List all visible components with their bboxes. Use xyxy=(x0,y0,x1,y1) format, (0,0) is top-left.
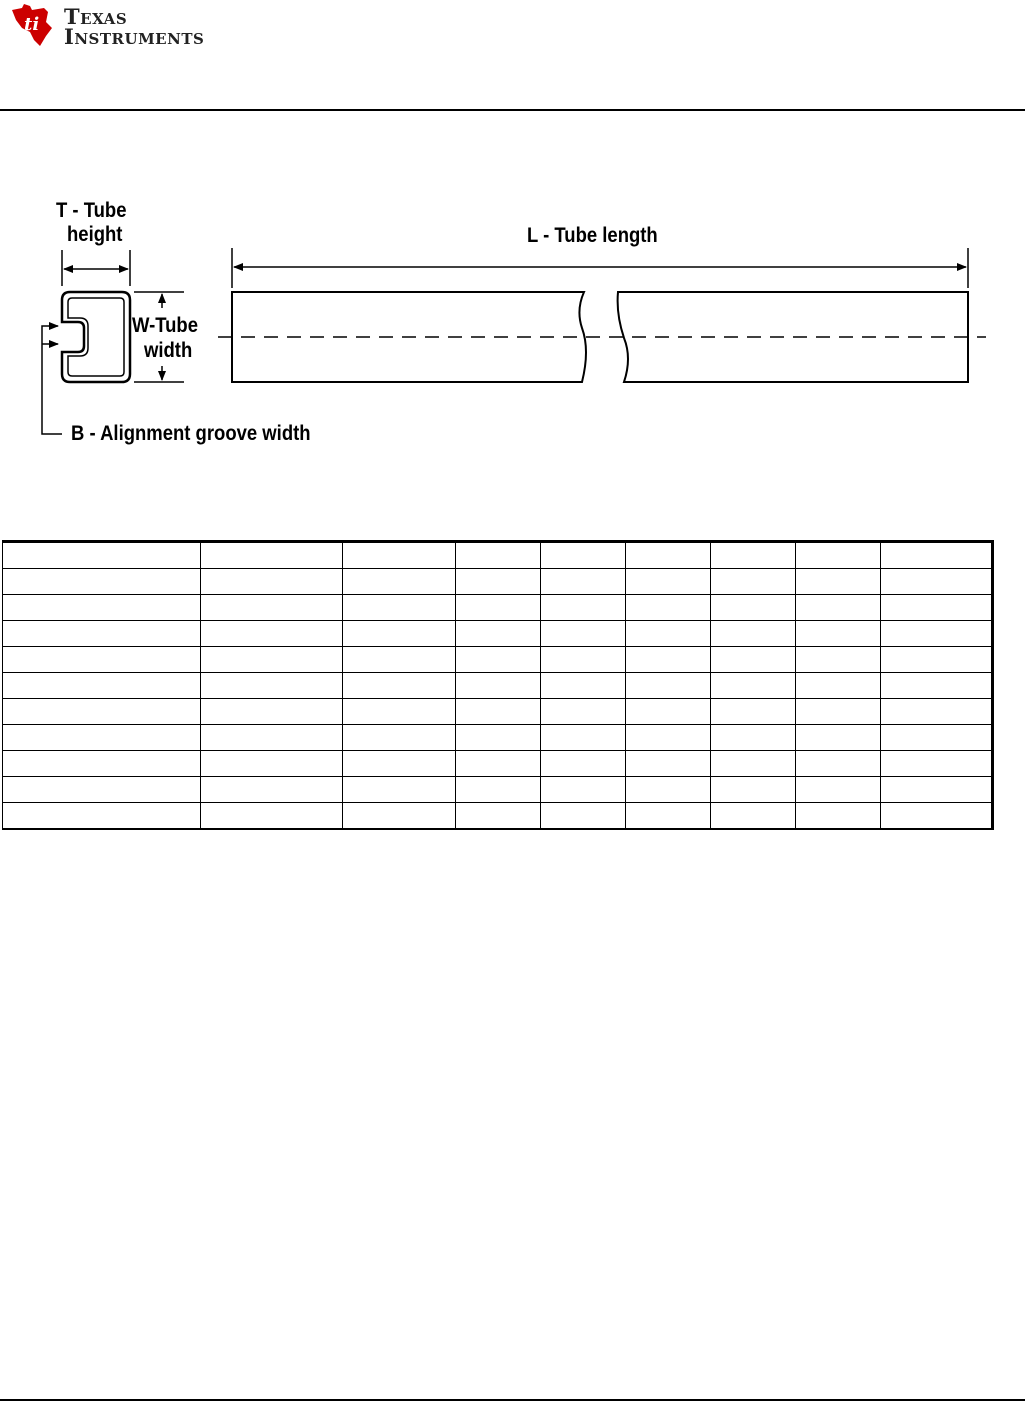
table-cell xyxy=(3,647,201,673)
table-cell xyxy=(343,699,456,725)
table-cell xyxy=(456,621,541,647)
table-cell xyxy=(626,647,711,673)
table-cell xyxy=(711,647,796,673)
tube-table xyxy=(2,540,994,830)
table-cell xyxy=(541,621,626,647)
table-cell xyxy=(626,725,711,751)
table-cell xyxy=(456,569,541,595)
brand-line-1: TEXAS xyxy=(64,4,128,29)
table-cell xyxy=(541,699,626,725)
table-row xyxy=(3,673,993,699)
svg-text:ti: ti xyxy=(24,14,40,35)
groove-label: B - Alignment groove width xyxy=(71,422,311,445)
table-cell xyxy=(796,595,881,621)
table-header-cell xyxy=(3,542,201,569)
table-cell xyxy=(711,673,796,699)
brand-line-2: INSTRUMENTS xyxy=(64,24,205,49)
brand-wordmark xyxy=(64,4,205,49)
table-cell xyxy=(711,751,796,777)
table-row xyxy=(3,621,993,647)
table-row xyxy=(3,751,993,777)
table-cell xyxy=(3,569,201,595)
tube-length-dimension xyxy=(232,248,968,288)
ti-logo xyxy=(8,2,208,50)
table-cell xyxy=(343,569,456,595)
table-cell xyxy=(201,803,343,830)
table-cell xyxy=(343,647,456,673)
table-cell xyxy=(881,595,993,621)
table-cell xyxy=(711,699,796,725)
table-cell xyxy=(201,725,343,751)
table-row xyxy=(3,725,993,751)
table-cell xyxy=(881,777,993,803)
table-cell xyxy=(3,725,201,751)
table-cell xyxy=(626,699,711,725)
table-cell xyxy=(456,673,541,699)
groove-leader xyxy=(42,326,62,434)
table-cell xyxy=(3,803,201,830)
table-cell xyxy=(201,699,343,725)
table-cell xyxy=(796,569,881,595)
table-cell xyxy=(456,751,541,777)
tube-height-dimension xyxy=(62,250,130,286)
tube-cross-section xyxy=(62,292,130,382)
table-cell xyxy=(456,595,541,621)
table-cell xyxy=(3,673,201,699)
table-cell xyxy=(3,621,201,647)
table-cell xyxy=(881,803,993,830)
table-cell xyxy=(456,777,541,803)
table-header-cell xyxy=(626,542,711,569)
header-rule xyxy=(0,109,1025,111)
table-cell xyxy=(881,699,993,725)
table-cell xyxy=(201,621,343,647)
table-cell xyxy=(201,777,343,803)
table-cell xyxy=(626,673,711,699)
table-cell xyxy=(626,595,711,621)
table-cell xyxy=(343,725,456,751)
table-cell xyxy=(541,595,626,621)
table-cell xyxy=(201,569,343,595)
table-cell xyxy=(881,647,993,673)
table-cell xyxy=(201,751,343,777)
table-cell xyxy=(343,621,456,647)
table-cell xyxy=(626,621,711,647)
tube-width-label-2: width xyxy=(144,339,193,362)
table-cell xyxy=(626,777,711,803)
table-header-cell xyxy=(711,542,796,569)
table-cell xyxy=(881,751,993,777)
ti-logo-icon xyxy=(8,2,58,48)
table-cell xyxy=(456,803,541,830)
table-cell xyxy=(541,803,626,830)
table-cell xyxy=(201,647,343,673)
table-row xyxy=(3,595,993,621)
table-cell xyxy=(626,569,711,595)
table-cell xyxy=(343,595,456,621)
table-cell xyxy=(541,569,626,595)
table-cell xyxy=(3,595,201,621)
table-cell xyxy=(881,621,993,647)
table-cell xyxy=(201,595,343,621)
table-cell xyxy=(796,699,881,725)
table-cell xyxy=(796,751,881,777)
tube-diagram xyxy=(0,190,1025,460)
table-cell xyxy=(711,803,796,830)
table-row xyxy=(3,699,993,725)
table-cell xyxy=(201,673,343,699)
table-cell xyxy=(626,751,711,777)
table-cell xyxy=(541,725,626,751)
table-header-cell xyxy=(456,542,541,569)
table-cell xyxy=(881,725,993,751)
table-cell xyxy=(343,777,456,803)
table-header-cell xyxy=(201,542,343,569)
tube-height-label-2: height xyxy=(67,223,123,246)
table-cell xyxy=(796,621,881,647)
table-cell xyxy=(881,569,993,595)
table-row xyxy=(3,777,993,803)
table-cell xyxy=(456,725,541,751)
tube-width-label-1: W-Tube xyxy=(132,314,198,337)
table-row xyxy=(3,569,993,595)
table-cell xyxy=(343,673,456,699)
table-cell xyxy=(711,725,796,751)
table-header-row xyxy=(3,542,993,569)
tube-dimensions-table xyxy=(2,540,994,830)
table-cell xyxy=(796,777,881,803)
table-header-cell xyxy=(796,542,881,569)
table-cell xyxy=(796,673,881,699)
table-cell xyxy=(343,751,456,777)
table-cell xyxy=(541,777,626,803)
tube-height-label-1: T - Tube xyxy=(56,199,127,222)
table-cell xyxy=(711,595,796,621)
table-header-cell xyxy=(881,542,993,569)
table-cell xyxy=(541,673,626,699)
table-cell xyxy=(3,699,201,725)
table-cell xyxy=(456,647,541,673)
table-cell xyxy=(881,673,993,699)
footer-rule xyxy=(0,1399,1025,1401)
table-cell xyxy=(343,803,456,830)
table-cell xyxy=(456,699,541,725)
tube-length-label: L - Tube length xyxy=(527,224,658,247)
table-cell xyxy=(711,777,796,803)
table-header-cell xyxy=(343,542,456,569)
table-cell xyxy=(796,803,881,830)
table-cell xyxy=(3,777,201,803)
table-cell xyxy=(711,569,796,595)
table-cell xyxy=(626,803,711,830)
table-cell xyxy=(541,751,626,777)
table-header-cell xyxy=(541,542,626,569)
table-row xyxy=(3,803,993,830)
table-cell xyxy=(796,647,881,673)
table-cell xyxy=(541,647,626,673)
table-row xyxy=(3,647,993,673)
table-cell xyxy=(3,751,201,777)
table-cell xyxy=(711,621,796,647)
table-cell xyxy=(796,725,881,751)
